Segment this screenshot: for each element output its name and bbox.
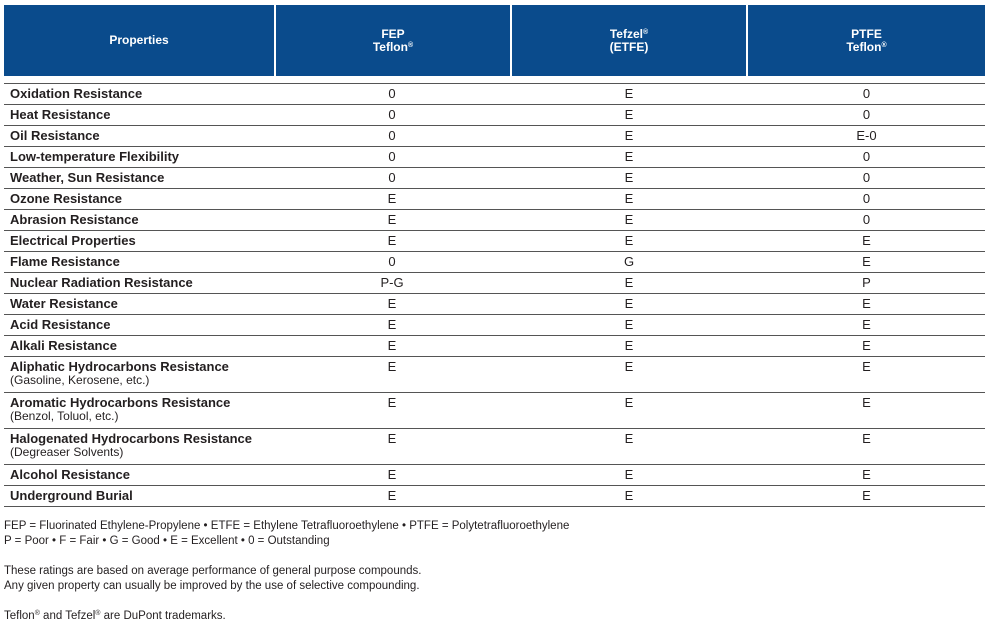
table-row bbox=[4, 252, 985, 273]
rating-fep: E bbox=[387, 212, 397, 227]
rating-fep: 0 bbox=[388, 170, 396, 185]
table-row bbox=[4, 486, 985, 507]
rating-fep: E bbox=[387, 296, 397, 311]
property-cell bbox=[4, 429, 274, 464]
rating-ptfe: E-0 bbox=[856, 128, 877, 143]
rating-etfe: E bbox=[624, 128, 634, 143]
rating-fep: 0 bbox=[388, 128, 396, 143]
rating-ptfe: E bbox=[862, 296, 871, 311]
property-cell bbox=[4, 168, 274, 188]
footnote-rating-legend: P = Poor • F = Fair • G = Good • E = Excellent • 0 = Outstanding bbox=[4, 535, 330, 547]
table-row bbox=[4, 357, 985, 393]
trademark-owner: are DuPont trademarks. bbox=[100, 610, 226, 622]
table-row bbox=[4, 84, 985, 105]
header-fep-label: FEP bbox=[381, 26, 405, 41]
rating-ptfe: E bbox=[862, 467, 871, 482]
property-cell bbox=[4, 252, 274, 272]
property-name: Flame Resistance bbox=[10, 254, 120, 269]
header-etfe-sublabel: (ETFE) bbox=[609, 39, 649, 54]
property-cell bbox=[4, 126, 274, 146]
rating-ptfe: E bbox=[862, 488, 871, 503]
rating-fep: E bbox=[387, 488, 397, 503]
footnote-compounding-note: Any given property can usually be improved by the use of selective compounding. bbox=[4, 580, 420, 592]
rating-fep: 0 bbox=[388, 254, 396, 269]
property-name: Acid Resistance bbox=[10, 317, 111, 332]
table-row bbox=[4, 189, 985, 210]
table-row bbox=[4, 429, 985, 465]
rating-fep: E bbox=[387, 467, 397, 482]
trademark-tefzel: and Tefzel bbox=[39, 610, 96, 622]
header-ptfe-label: PTFE bbox=[851, 26, 882, 41]
registered-mark: ® bbox=[34, 610, 40, 617]
registered-mark: ® bbox=[642, 28, 649, 36]
table-row bbox=[4, 168, 985, 189]
table-row bbox=[4, 147, 985, 168]
property-cell bbox=[4, 210, 274, 230]
rating-ptfe: E bbox=[862, 233, 871, 248]
header-fep-sublabel bbox=[373, 41, 413, 54]
table-row bbox=[4, 315, 985, 336]
rating-etfe: E bbox=[624, 359, 634, 374]
rating-etfe: E bbox=[624, 467, 634, 482]
registered-mark: ® bbox=[881, 41, 887, 49]
rating-ptfe: E bbox=[862, 395, 871, 410]
property-cell bbox=[4, 231, 274, 251]
property-cell bbox=[4, 84, 274, 104]
header-ptfe-teflon-text: Teflon bbox=[846, 39, 882, 54]
registered-mark: ® bbox=[95, 610, 101, 617]
property-cell bbox=[4, 189, 274, 209]
property-name: Oxidation Resistance bbox=[10, 86, 143, 101]
rating-etfe: E bbox=[624, 338, 634, 353]
rating-etfe: E bbox=[624, 431, 634, 446]
rating-ptfe: E bbox=[862, 254, 871, 269]
property-subtext: (Gasoline, Kerosene, etc.) bbox=[10, 373, 150, 387]
property-name: Water Resistance bbox=[10, 296, 118, 311]
footnotes bbox=[4, 519, 964, 624]
property-subtext: (Benzol, Toluol, etc.) bbox=[10, 409, 119, 423]
property-name: Halogenated Hydrocarbons Resistance bbox=[10, 431, 253, 446]
rating-etfe: E bbox=[624, 86, 634, 101]
rating-etfe: E bbox=[624, 107, 634, 122]
rating-fep: P-G bbox=[380, 275, 404, 290]
table-row bbox=[4, 105, 985, 126]
rating-fep: E bbox=[387, 359, 397, 374]
table-row bbox=[4, 126, 985, 147]
table-row bbox=[4, 393, 985, 429]
property-name: Electrical Properties bbox=[10, 233, 136, 248]
rating-ptfe: 0 bbox=[862, 212, 871, 227]
rating-etfe: E bbox=[624, 212, 634, 227]
table-row bbox=[4, 273, 985, 294]
footnote-trademarks bbox=[4, 609, 964, 624]
property-cell bbox=[4, 393, 274, 428]
property-cell bbox=[4, 336, 274, 356]
rating-ptfe: 0 bbox=[862, 170, 871, 185]
footnote-ratings-note: These ratings are based on average performance of general purpose compounds. bbox=[4, 565, 422, 577]
property-subtext: (Degreaser Solvents) bbox=[10, 445, 124, 459]
rating-fep: E bbox=[387, 395, 397, 410]
header-ptfe-sublabel bbox=[846, 41, 886, 54]
rating-ptfe: P bbox=[862, 275, 871, 290]
rating-etfe: E bbox=[624, 191, 634, 206]
rating-ptfe: 0 bbox=[862, 107, 871, 122]
table-row bbox=[4, 210, 985, 231]
header-tefzel-label bbox=[610, 28, 648, 41]
registered-mark: ® bbox=[407, 41, 414, 49]
header-properties-label: Properties bbox=[109, 33, 169, 47]
rating-fep: E bbox=[387, 317, 397, 332]
rating-etfe: E bbox=[624, 488, 634, 503]
table-row bbox=[4, 294, 985, 315]
rating-etfe: E bbox=[624, 317, 634, 332]
table-row bbox=[4, 336, 985, 357]
property-name: Alkali Resistance bbox=[10, 338, 117, 353]
property-cell bbox=[4, 294, 274, 314]
rating-ptfe: E bbox=[862, 431, 871, 446]
rating-fep: 0 bbox=[388, 149, 396, 164]
property-cell bbox=[4, 273, 274, 293]
rating-ptfe: 0 bbox=[862, 149, 871, 164]
properties-table-body bbox=[4, 83, 985, 507]
header-fep-teflon-text: Teflon bbox=[372, 39, 408, 54]
header-tefzel-etfe bbox=[510, 5, 746, 76]
property-cell bbox=[4, 315, 274, 335]
trademark-teflon: Teflon bbox=[4, 610, 35, 622]
property-name: Nuclear Radiation Resistance bbox=[10, 275, 193, 290]
property-name: Abrasion Resistance bbox=[10, 212, 139, 227]
rating-fep: E bbox=[387, 431, 397, 446]
property-name: Ozone Resistance bbox=[10, 191, 122, 206]
property-name: Aromatic Hydrocarbons Resistance bbox=[10, 395, 231, 410]
rating-etfe: E bbox=[624, 170, 634, 185]
rating-etfe: G bbox=[623, 254, 635, 269]
rating-etfe: E bbox=[624, 149, 634, 164]
property-name: Underground Burial bbox=[10, 488, 133, 503]
rating-fep: E bbox=[387, 338, 397, 353]
header-properties bbox=[4, 5, 274, 76]
property-name: Oil Resistance bbox=[10, 128, 100, 143]
table-row bbox=[4, 465, 985, 486]
rating-fep: E bbox=[387, 191, 397, 206]
property-cell bbox=[4, 105, 274, 125]
property-cell bbox=[4, 465, 274, 485]
rating-etfe: E bbox=[624, 233, 634, 248]
property-cell bbox=[4, 486, 274, 506]
property-name: Low-temperature Flexibility bbox=[10, 149, 180, 164]
property-cell bbox=[4, 357, 274, 392]
rating-fep: 0 bbox=[388, 107, 396, 122]
rating-etfe: E bbox=[624, 395, 634, 410]
rating-ptfe: E bbox=[862, 317, 871, 332]
header-fep-teflon bbox=[274, 5, 510, 76]
property-name: Weather, Sun Resistance bbox=[10, 170, 165, 185]
rating-ptfe: 0 bbox=[862, 191, 871, 206]
table-header bbox=[4, 5, 985, 76]
rating-etfe: E bbox=[624, 296, 634, 311]
property-name: Alcohol Resistance bbox=[10, 467, 130, 482]
property-name: Heat Resistance bbox=[10, 107, 111, 122]
table-row bbox=[4, 231, 985, 252]
rating-ptfe: E bbox=[862, 359, 871, 374]
header-tefzel-text: Tefzel bbox=[609, 26, 643, 41]
property-cell bbox=[4, 147, 274, 167]
rating-ptfe: 0 bbox=[862, 86, 871, 101]
header-ptfe-teflon bbox=[746, 5, 985, 76]
rating-ptfe: E bbox=[862, 338, 871, 353]
property-name: Aliphatic Hydrocarbons Resistance bbox=[10, 359, 229, 374]
rating-fep: 0 bbox=[388, 86, 396, 101]
footnote-abbreviations: FEP = Fluorinated Ethylene-Propylene • ETFE = Ethylene Tetrafluoroethylene • PTFE = Polytetrafluoroethylene bbox=[4, 520, 570, 532]
rating-etfe: E bbox=[624, 275, 634, 290]
rating-fep: E bbox=[387, 233, 397, 248]
